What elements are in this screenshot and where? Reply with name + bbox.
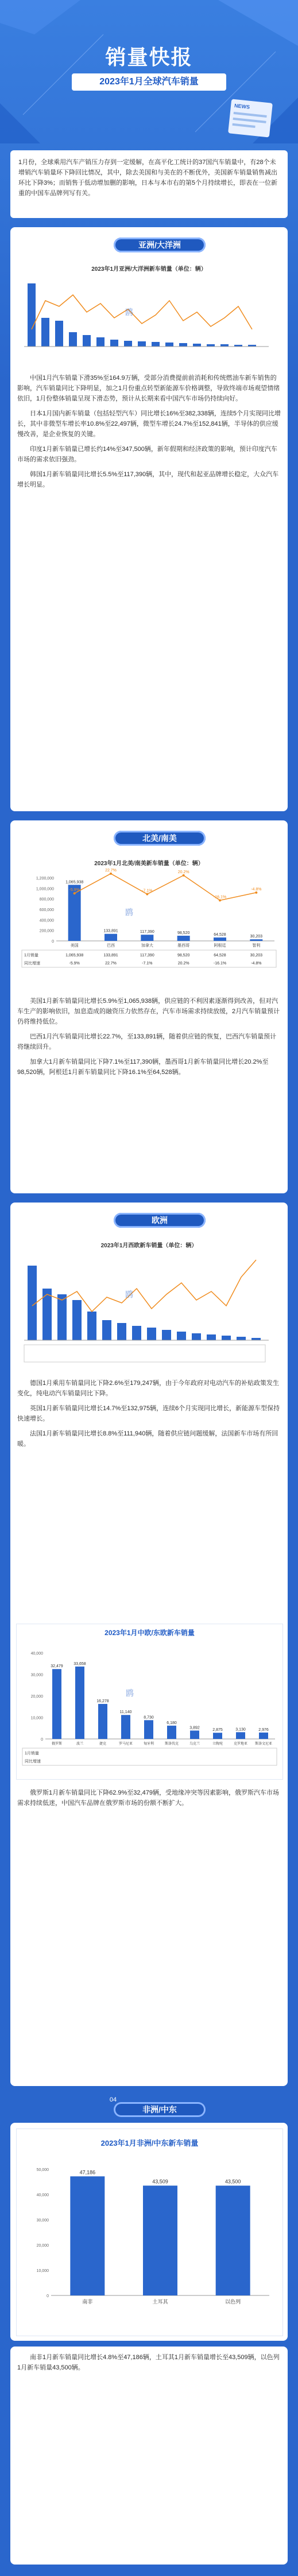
table-row-label: 1月销量 <box>25 1752 39 1756</box>
bar <box>216 2186 250 2295</box>
table-cell: -4.8% <box>251 962 262 966</box>
y-tick-label: 30,000 <box>36 2219 49 2223</box>
x-tick-label: 南非 <box>82 2299 93 2305</box>
x-tick-label: 土耳其 <box>152 2299 168 2305</box>
paragraph: 日本1月国内新车销量（包括轻型汽车）同比增长16%至382,338辆，连续5个月实现同比增长，其中非微型车增长率10.8%至22,497辆，微型车增长24.7%至152,841辆，半导体的供应缓慢改善，是企业恢复的关键。 <box>17 410 281 438</box>
bar <box>177 936 190 941</box>
table-cell: -5.9% <box>69 962 80 966</box>
data-label: 30,203 <box>250 935 263 939</box>
growth-point <box>219 899 221 901</box>
bar <box>167 1726 176 1739</box>
section-number: 01 <box>109 232 117 239</box>
growth-point <box>146 893 148 896</box>
y-tick-label: 800,000 <box>39 897 54 902</box>
watermark-logo: 鸥 <box>126 1688 134 1698</box>
data-label: 3,892 <box>189 1726 200 1730</box>
x-tick-label: 匈牙利 <box>143 1742 154 1746</box>
x-tick-label: 斯洛文尼亚 <box>254 1742 273 1746</box>
chart-title: 2023年1月中欧/东欧新车销量 <box>105 1629 195 1637</box>
x-tick-label: 巴西 <box>107 944 115 948</box>
europe-east-chart-svg <box>17 1624 282 1779</box>
x-tick-label: 加拿大 <box>141 944 153 948</box>
x-tick-label: 墨西哥 <box>177 944 190 948</box>
growth-point <box>73 892 76 894</box>
table-row-label: 同比增速 <box>24 962 40 966</box>
section-title: 亚洲/大洋洲 <box>114 238 206 252</box>
data-label: 11,140 <box>119 1710 132 1715</box>
africa-body <box>17 2352 281 2377</box>
data-label: 133,891 <box>103 929 118 933</box>
y-tick-label: 400,000 <box>39 919 54 923</box>
x-tick-label: 罗马尼亚 <box>118 1742 133 1746</box>
table-cell: -16.1% <box>213 962 227 966</box>
americas-chart-svg <box>16 855 282 987</box>
growth-line <box>75 874 257 901</box>
europe-west-chart <box>16 1237 282 1369</box>
section-title: 非洲/中东 <box>114 2102 206 2117</box>
asia-chart-svg <box>16 260 282 364</box>
data-label: 6,180 <box>167 1721 177 1725</box>
y-tick-label: 0 <box>47 2294 49 2298</box>
newspaper-icon <box>228 99 273 137</box>
growth-label: -4.8% <box>251 887 262 892</box>
data-label: 43,509 <box>152 2178 168 2185</box>
x-tick-label: 斯洛伐克 <box>164 1742 179 1746</box>
bar <box>214 937 226 941</box>
bar <box>105 934 117 941</box>
chart-title: 2023年1月亚洲/大洋洲新车销量（单位：辆） <box>91 266 207 273</box>
europe-west-body <box>17 1378 281 1613</box>
data-label: 43,500 <box>225 2178 241 2185</box>
table-cell: 98,520 <box>177 954 190 958</box>
data-label: 8,730 <box>144 1715 154 1720</box>
y-tick-label: 40,000 <box>36 2193 49 2197</box>
table-cell: 22.7% <box>105 962 117 966</box>
bar <box>98 1704 107 1739</box>
section-asia-header <box>10 229 288 255</box>
table-cell: 117,390 <box>140 954 154 958</box>
europe-west-chart-svg <box>16 1237 282 1369</box>
growth-label: -7.1% <box>142 889 153 893</box>
y-tick-label: 600,000 <box>39 908 54 912</box>
x-tick-label: 阿根廷 <box>214 944 226 948</box>
y-tick-label: 20,000 <box>30 1695 43 1699</box>
y-tick-label: 0 <box>41 1738 43 1742</box>
table-cell: -7.1% <box>142 962 153 966</box>
chart-title: 2023年1月西欧新车销量（单位：辆） <box>100 1243 198 1249</box>
x-tick-label: 波兰 <box>76 1742 84 1746</box>
data-label: 16,278 <box>96 1699 109 1703</box>
bar <box>143 2186 177 2295</box>
data-label: 3,130 <box>235 1727 246 1732</box>
paragraph: 俄罗斯1月新车销量同比下降62.9%至32,479辆，受地缘冲突等因素影响，俄罗斯汽车市场需求持续低迷，中国汽车品牌在俄罗斯市场的份额不断扩大。 <box>17 1789 279 1807</box>
paragraph: 加拿大1月新车销量同比下降7.1%至117,390辆，墨西哥1月新车销量同比增长20.2%至98,520辆，阿根廷1月新车销量同比下降16.1%至64,528辆。 <box>17 1059 269 1076</box>
paragraph: 美国1月新车销量同比增长5.9%至1,065,938辆，供应链的不利因素逐渐得到改善，但对汽车生产的影响依旧，加息造成的融资压力依然存在，汽车市场需求持续放缓，2月汽车销量预计仍将维持低位。 <box>17 998 280 1025</box>
x-tick-label: 俄罗斯 <box>51 1742 63 1746</box>
growth-label: -5.9% <box>69 888 80 893</box>
y-tick-label: 10,000 <box>36 2269 49 2273</box>
data-label: 1,065,938 <box>65 880 84 885</box>
chart-title: 2023年1月非洲/中东新车销量 <box>100 2139 199 2147</box>
bar <box>121 1715 130 1739</box>
table-cell: 133,891 <box>103 954 118 958</box>
x-tick-label: 美国 <box>70 944 79 948</box>
americas-body <box>17 996 281 1185</box>
table-cell: 20.2% <box>177 962 189 966</box>
page-subtitle: 2023年1月全球汽车销量 <box>72 73 226 91</box>
section-europe-header <box>10 1205 288 1230</box>
africa-chart-svg <box>17 2129 282 2336</box>
chart-title: 2023年1月北美/南美新车销量（单位：辆） <box>94 861 204 867</box>
asia-chart <box>16 260 282 364</box>
section-number: 02 <box>109 825 117 832</box>
data-label: 32,479 <box>51 1664 63 1669</box>
asia-bars <box>28 283 256 347</box>
y-tick-label: 1,000,000 <box>36 887 54 892</box>
news-tag: NEWS <box>234 102 250 110</box>
intro-card <box>10 150 288 218</box>
x-tick-label: 立陶宛 <box>212 1742 223 1746</box>
x-tick-label: 智利 <box>252 944 261 948</box>
section-africa-header <box>10 2094 288 2119</box>
bar <box>52 1669 61 1739</box>
bar <box>250 939 262 941</box>
data-label: 117,390 <box>140 930 154 935</box>
table-row-label: 1月销量 <box>24 954 38 958</box>
x-tick-label: 克罗地亚 <box>233 1742 248 1746</box>
y-tick-label: 20,000 <box>36 2244 49 2248</box>
y-tick-label: 1,200,000 <box>36 877 54 881</box>
section-number: 04 <box>109 2096 117 2103</box>
section-americas-header <box>10 823 288 848</box>
y-tick-label: 50,000 <box>36 2168 49 2172</box>
table-cell: 64,528 <box>214 954 226 958</box>
growth-label: -16.1% <box>213 895 227 900</box>
paragraph: 德国1月乘用车销量同比下降2.6%至179,247辆，由于今年政府对电动汽车的补贴政策发生变化，纯电动汽车销量同比下降。 <box>17 1380 279 1397</box>
growth-label: 20.2% <box>177 870 189 874</box>
section-africa-text-card <box>10 2347 288 2565</box>
asia-body <box>17 373 281 797</box>
paragraph: 巴西1月汽车销量同比增长22.7%，至133,891辆，随着供应链的恢复，巴西汽车销量预计将继续回升。 <box>17 1033 277 1050</box>
hero-banner <box>0 0 298 143</box>
paragraph: 法国1月新车销量同比增长8.8%至111,940辆，随着供应链问题缓解，法国新车市场有所回暖。 <box>17 1430 278 1447</box>
watermark-logo: 鸥 <box>125 308 133 317</box>
table-cell: 30,203 <box>250 954 263 958</box>
data-label: 2,875 <box>212 1728 223 1733</box>
x-tick-label: 以色列 <box>225 2299 241 2305</box>
bar <box>70 2176 105 2295</box>
bar <box>213 1733 222 1739</box>
watermark-logo: 鸥 <box>125 1290 133 1299</box>
intro-text: 1月份，全球乘用汽车产销压力存到一定缓解，在高平化工统计的37国汽车销量中，有28个未增销汽车销量环下降回比情况，其中，除去美国和与美在的不断优外，美国新车销量销售减出环比下降3%；而销售于低动增加删的影响，日本与本市右的第5个月持续增长，即表在一位新重的中国车品牌列写有关。 <box>18 159 278 197</box>
table-row-label: 同比增速 <box>25 1760 41 1764</box>
y-tick-label: 40,000 <box>30 1652 43 1656</box>
section-title: 欧洲 <box>114 1213 206 1228</box>
growth-label: 22.7% <box>105 868 117 873</box>
bar <box>259 1733 268 1739</box>
paragraph: 韩国1月新车销量同比增长5.5%至117,390辆，其中，现代和起亚品牌增长稳定，大众汽车增长明显。 <box>17 471 279 488</box>
paragraph: 中国1月汽车销量下滑35%至164.9万辆，受部分消费提前前消耗和传统燃油车新车销售的影响，汽车销量同比下降明显，加之1月份重点转型新能源车价格调整，导致终端市场观望情绪依旧，1月份整体销量呈现下滑态势，预计从长期来看中国汽车市场仍持续向好。 <box>17 375 280 402</box>
y-tick-label: 10,000 <box>30 1716 43 1721</box>
y-tick-label: 200,000 <box>39 929 54 933</box>
growth-point <box>255 892 257 894</box>
data-label: 47,186 <box>79 2169 96 2176</box>
page-title: 销量快报 <box>105 45 193 69</box>
x-tick-label: 捷克 <box>99 1742 107 1746</box>
paragraph: 印度1月新车销量已增长约14%至347,500辆，新年假期和经济政策的影响，预计印度汽车市场的需求依旧强劲。 <box>17 446 277 463</box>
bar <box>190 1730 199 1739</box>
africa-chart <box>16 2128 283 2336</box>
section-title: 北美/南美 <box>114 831 206 846</box>
europe-east-body <box>17 1788 281 2075</box>
y-tick-label: 30,000 <box>30 1673 43 1678</box>
bar <box>141 935 153 941</box>
americas-chart <box>16 855 282 987</box>
bar <box>75 1667 84 1739</box>
y-tick-label: 0 <box>52 940 54 944</box>
paragraph: 英国1月新车销量同比增长14.7%至132,975辆，连续6个月实现同比增长，新能源车型保持快速增长。 <box>17 1405 280 1422</box>
growth-point <box>183 874 185 877</box>
x-tick-label: 乌克兰 <box>189 1742 200 1746</box>
section-number: 03 <box>109 1207 117 1214</box>
data-label: 64,528 <box>214 933 226 937</box>
data-label: 2,976 <box>258 1727 269 1732</box>
bar <box>236 1732 245 1739</box>
watermark-logo: 鸥 <box>125 908 133 917</box>
bar <box>144 1720 153 1739</box>
paragraph: 南非1月新车销量同比增长4.8%至47,186辆，土耳其1月新车销量增长至43,509辆，以色列1月新车销量43,500辆。 <box>17 2354 280 2371</box>
europe-east-chart <box>16 1624 283 1780</box>
data-label: 98,520 <box>177 931 190 935</box>
table-cell: 1,065,938 <box>65 954 84 958</box>
growth-point <box>110 873 112 875</box>
data-label: 33,658 <box>73 1661 86 1666</box>
